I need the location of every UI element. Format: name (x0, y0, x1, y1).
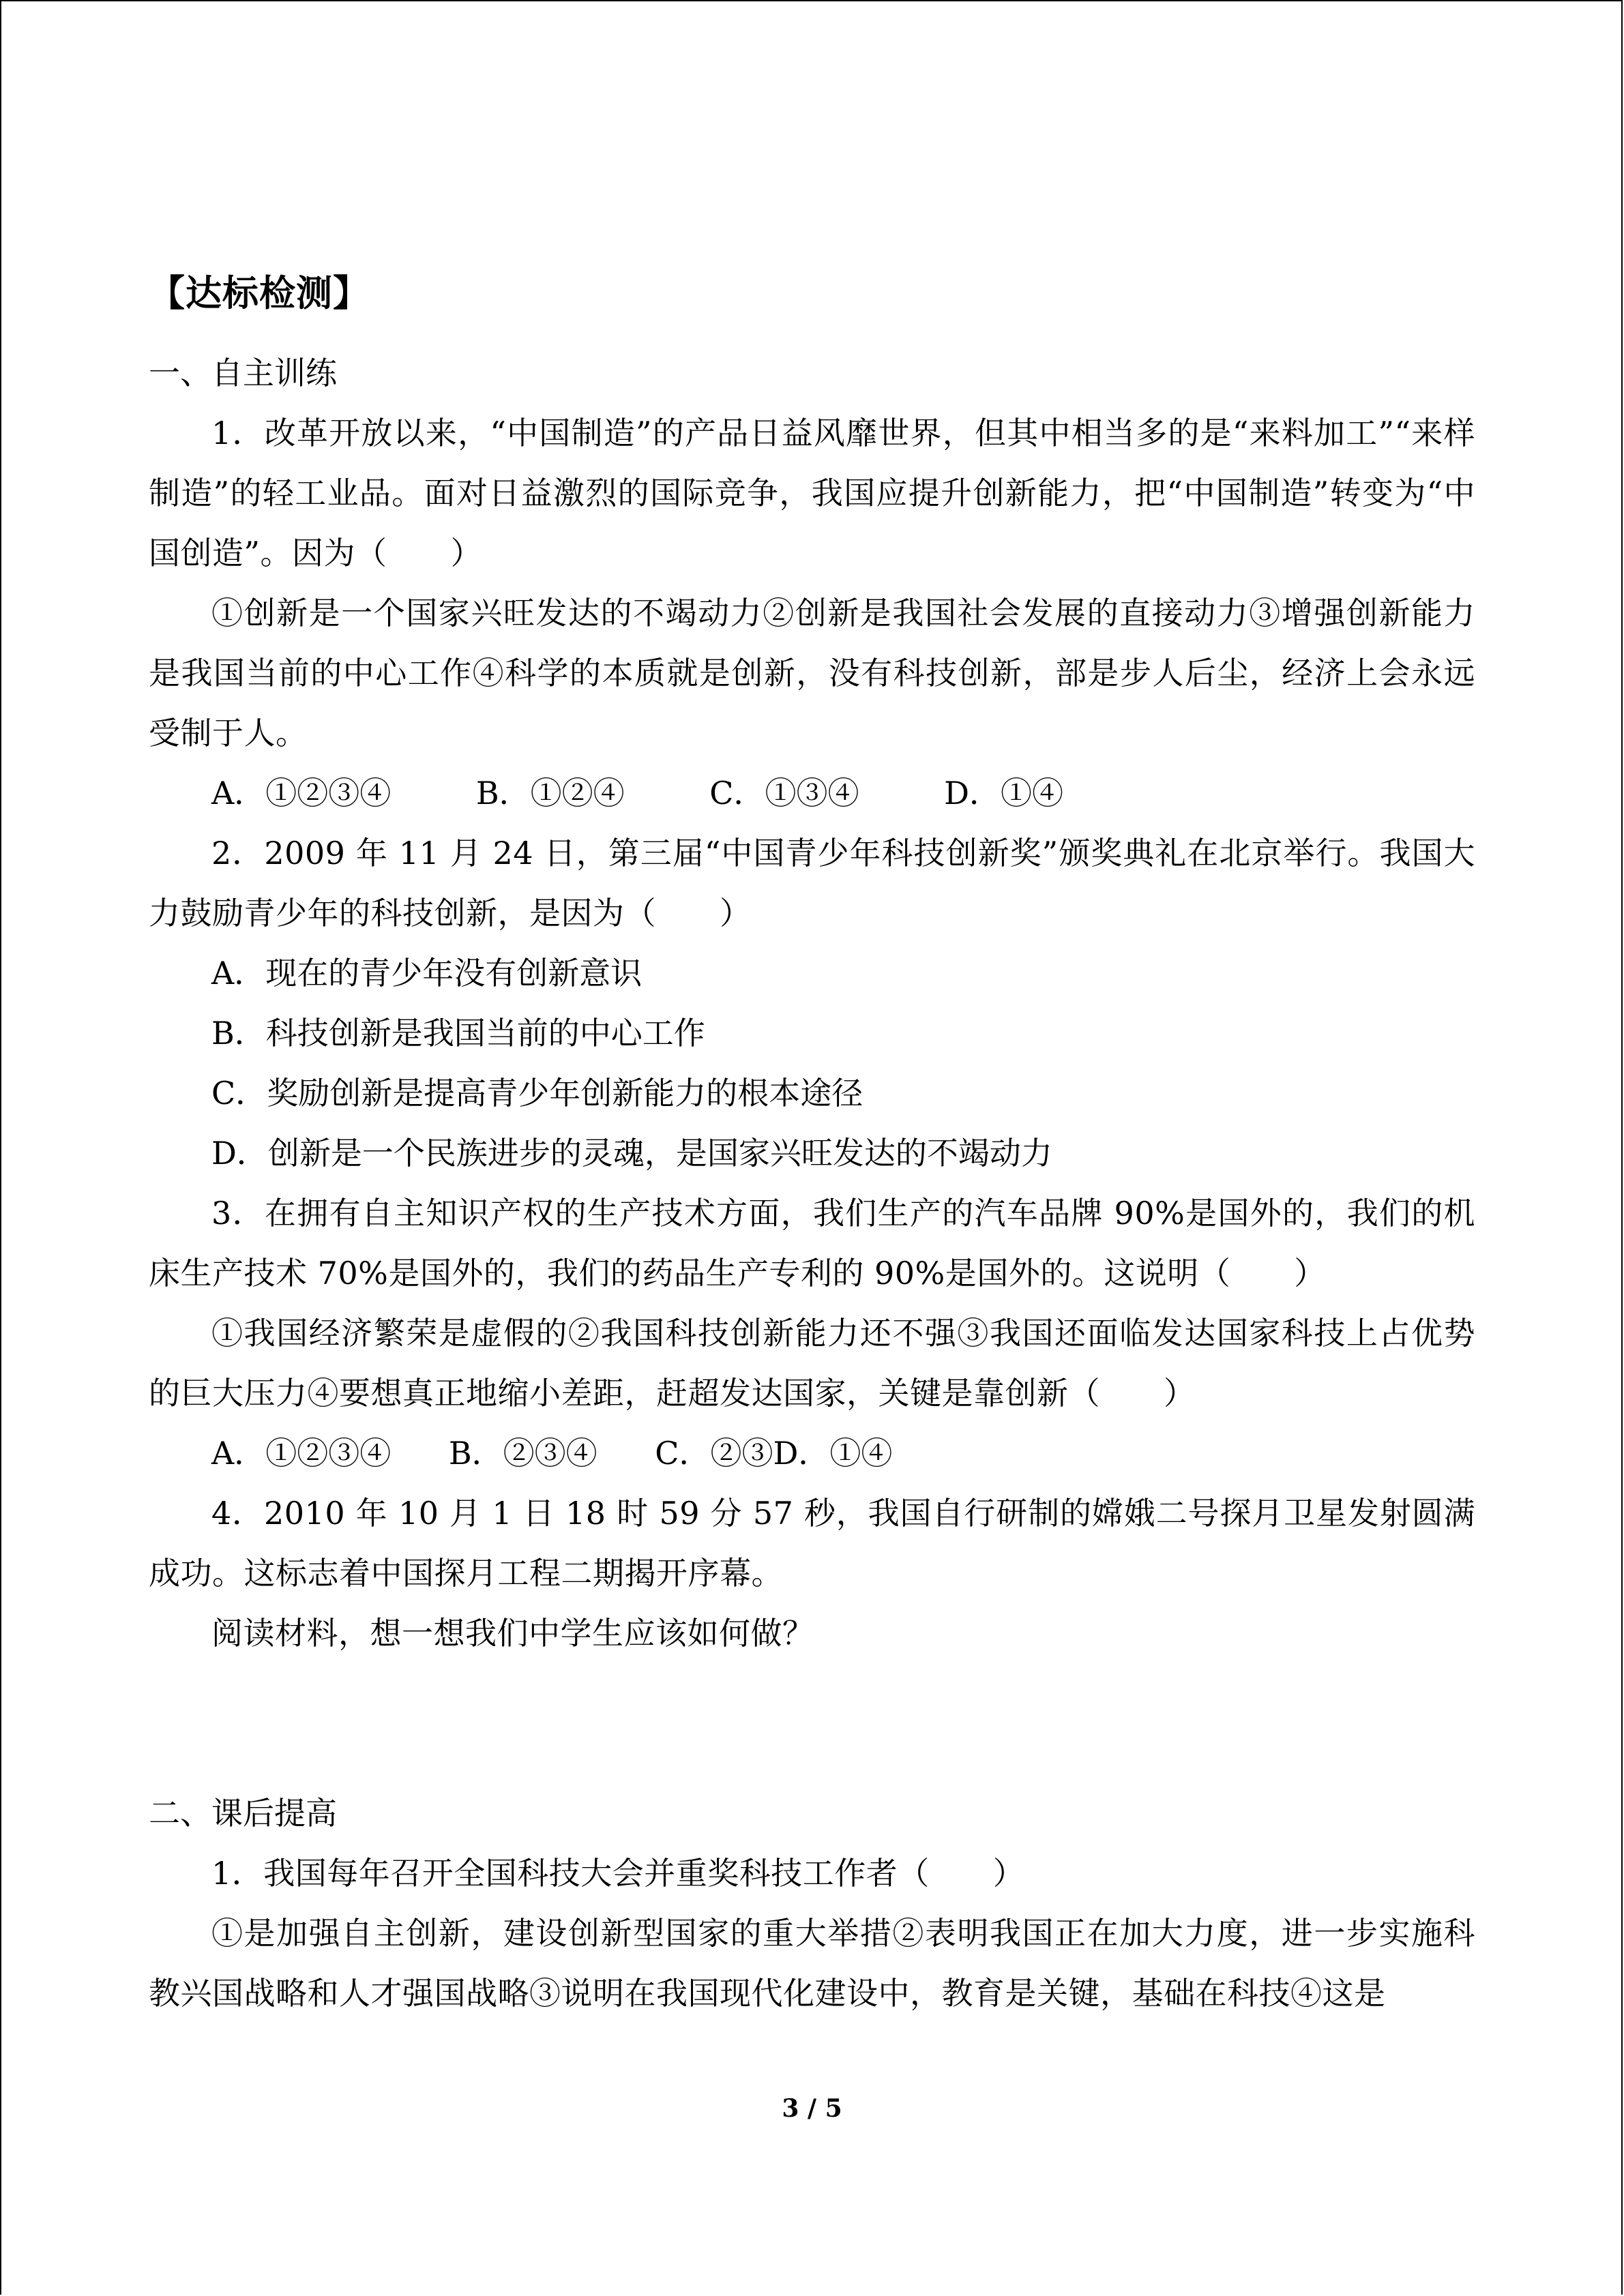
section-title-after-class: 二、课后提高 (149, 1795, 337, 1832)
question-2-option-c: C．奖励创新是提高青少年创新能力的根本途径 (211, 1075, 863, 1112)
section-title-self-training: 一、自主训练 (149, 355, 337, 391)
question-3-stem: 3．在拥有自主知识产权的生产技术方面，我们生产的汽车品牌 90%是国外的，我们的机床生产技术 70%是国外的，我们的药品生产专利的 90%是国外的。这说明（ ） (149, 1195, 1475, 1292)
page-content (149, 269, 1475, 2023)
question-1-statements: ①创新是一个国家兴旺发达的不竭动力②创新是我国社会发展的直接动力③增强创新能力是我国当前的中心工作④科学的本质就是创新，没有科技创新，部是步人后尘，经济上会永远受制于人。 (149, 595, 1475, 751)
question-2-stem: 2．2009 年 11 月 24 日，第三届“中国青少年科技创新奖”颁奖典礼在北京举行。我国大力鼓励青少年的科技创新，是因为（ ） (149, 835, 1475, 931)
question-3-option-b: B．②③④ (448, 1435, 597, 1472)
question-1-option-b: B．①②④ (475, 775, 625, 811)
question-3-options (149, 1423, 1475, 1483)
page-heading: 【达标检测】 (149, 272, 370, 314)
question-1-option-d: D．①④ (944, 775, 1064, 811)
question-3-option-a: A．①②③④ (211, 1435, 392, 1472)
question-2-option-b: B．科技创新是我国当前的中心工作 (211, 1015, 705, 1052)
question-4-prompt: 阅读材料，想一想我们中学生应该如何做？ (211, 1615, 814, 1652)
question-3-option-cd: C．②③D．①④ (655, 1435, 893, 1472)
question-1-stem: 1．改革开放以来，“中国制造”的产品日益风靡世界，但其中相当多的是“来料加工”“来样制造”的轻工业品。面对日益激烈的国际竞争，我国应提升创新能力，把“中国制造”转变为“中国创造”。因为（ ） (149, 415, 1475, 571)
section2-question-1-statements: ①是加强自主创新，建设创新型国家的重大举措②表明我国正在加大力度，进一步实施科教兴国战略和人才强国战略③说明在我国现代化建设中，教育是关键，基础在科技④这是 (149, 1915, 1475, 2012)
question-1-option-a: A．①②③④ (211, 775, 392, 811)
question-2-option-d: D．创新是一个民族进步的灵魂，是国家兴旺发达的不竭动力 (211, 1135, 1052, 1172)
answer-space (149, 1663, 1475, 1783)
page-number: 3 / 5 (782, 2094, 842, 2123)
question-1-options (149, 763, 1475, 823)
section2-question-1-stem: 1．我国每年召开全国科技大会并重奖科技工作者（ ） (211, 1855, 1025, 1892)
question-2-option-a: A．现在的青少年没有创新意识 (211, 955, 643, 992)
question-3-statements: ①我国经济繁荣是虚假的②我国科技创新能力还不强③我国还面临发达国家科技上占优势的巨大压力④要想真正地缩小差距，赶超发达国家，关键是靠创新（ ） (149, 1315, 1475, 1412)
question-4-stem: 4．2010 年 10 月 1 日 18 时 59 分 57 秒，我国自行研制的嫦娥二号探月卫星发射圆满成功。这标志着中国探月工程二期揭开序幕。 (149, 1495, 1475, 1592)
question-1-option-c: C．①③④ (709, 775, 859, 811)
